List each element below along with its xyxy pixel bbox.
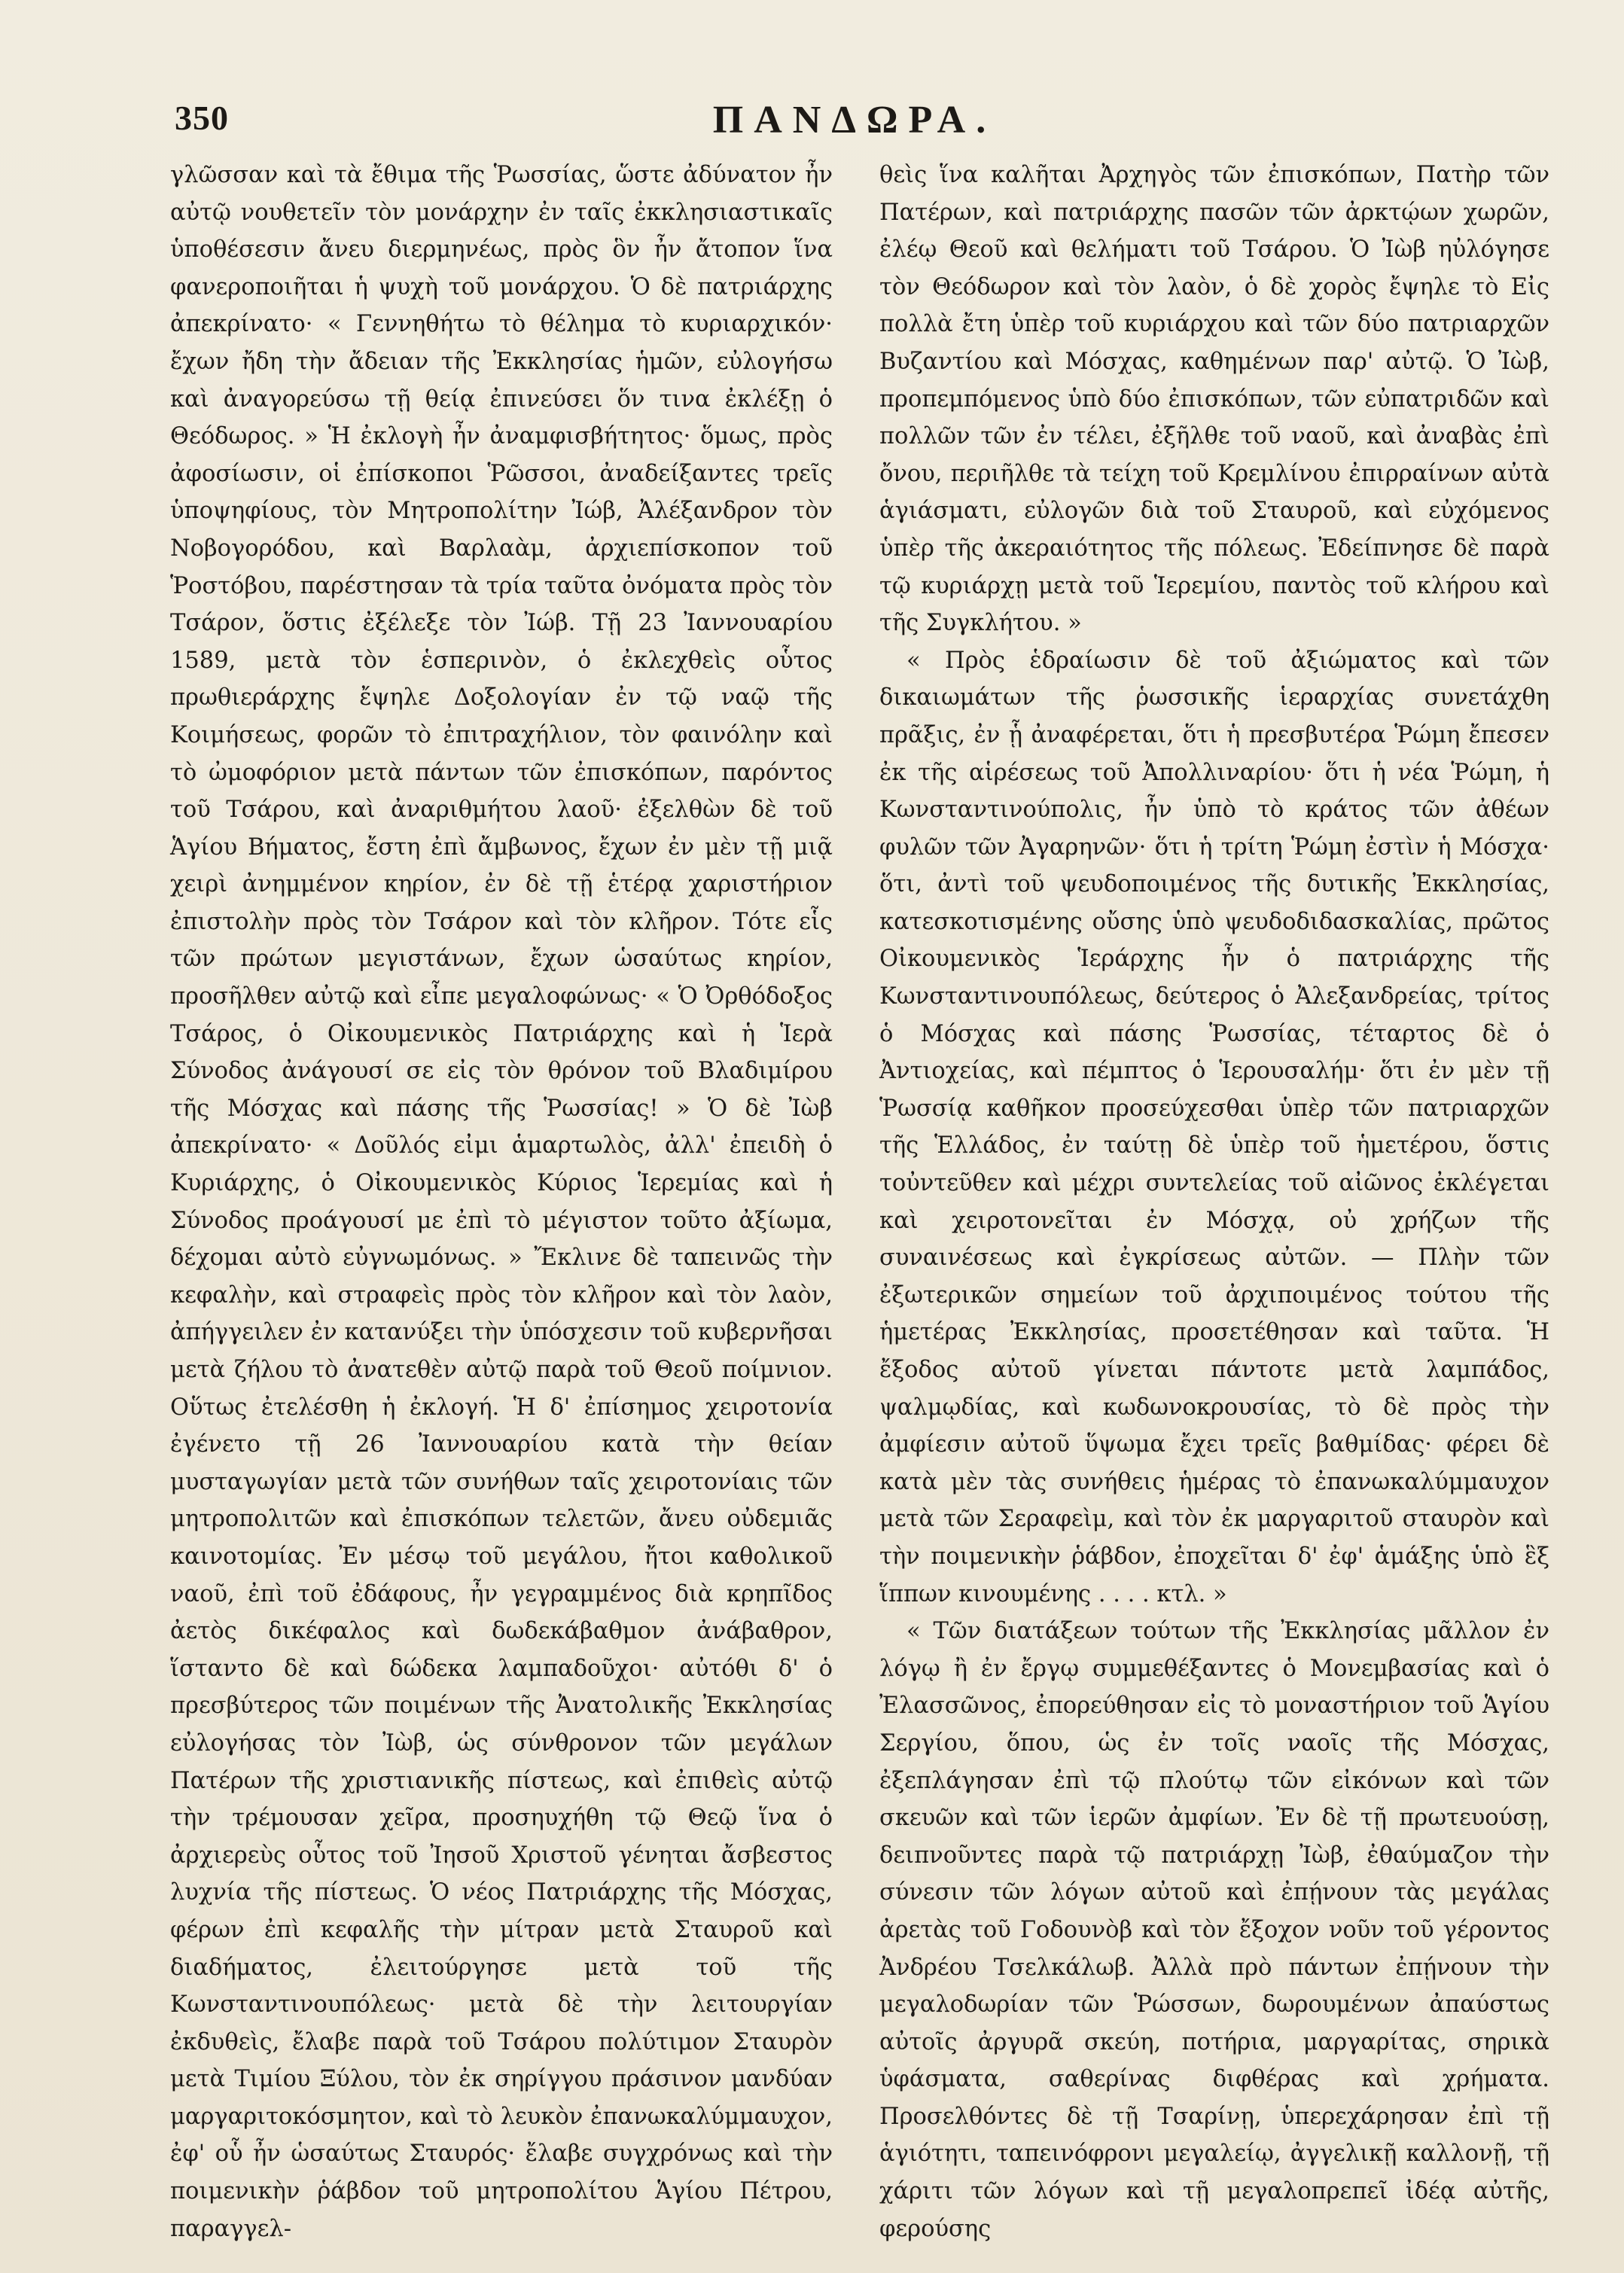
left-text-column <box>170 157 833 2247</box>
paragraph: « Πρὸς ἑδραίωσιν δὲ τοῦ ἀξιώματος καὶ τῶν δικαιωμάτων τῆς ῥωσσικῆς ἱεραρχίας συνετάχθη πρᾶξις, ἐν ᾗ ἀναφέρεται, ὅτι ἡ πρεσβυτέρα Ῥώμη ἔπεσεν ἐκ τῆς αἱρέσεως τοῦ Ἀπολλιναρίου· ὅτι ἡ νέα Ῥώμη, ἡ Κωνσταντινούπολις, ἦν ὑπὸ τὸ κράτος τῶν ἀθέων φυλῶν τῶν Ἀγαρηνῶν· ὅτι ἡ τρίτη Ῥώμη ἐστὶν ἡ Μόσχα· ὅτι, ἀντὶ τοῦ ψευδοποιμένος τῆς δυτικῆς Ἐκκλησίας, κατεσκοτισμένης οὔσης ὑπὸ ψευδοδιδασκαλίας, πρῶτος Οἰκουμενικὸς Ἱεράρχης ἦν ὁ πατριάρχης τῆς Κωνσταντινουπόλεως, δεύτερος ὁ Ἀλεξανδρείας, τρίτος ὁ Μόσχας καὶ πάσης Ῥωσσίας, τέταρτος δὲ ὁ Ἀντιοχείας, καὶ πέμπτος ὁ Ἱερουσαλήμ· ὅτι ἐν μὲν τῇ Ῥωσσίᾳ καθῆκον προσεύχεσθαι ὑπὲρ τῶν πατριαρχῶν τῆς Ἑλλάδος, ἐν ταύτῃ δὲ ὑπὲρ τοῦ ἡμετέρου, ὅστις τοὐντεῦθεν καὶ μέχρι συντελείας τοῦ αἰῶνος ἐκλέγεται καὶ χειροτονεῖται ἐν Μόσχᾳ, οὐ χρήζων τῆς συναινέσεως καὶ ἐγκρίσεως αὐτῶν. — Πλὴν τῶν ἐξωτερικῶν σημείων τοῦ ἀρχιποιμένος τούτου τῆς ἡμετέρας Ἐκκλησίας, προσετέθησαν καὶ ταῦτα. Ἡ ἔξοδος αὐτοῦ γίνεται πάντοτε μετὰ λαμπάδος, ψαλμῳδίας, καὶ κωδωνοκρουσίας, τὸ δὲ πρὸς τὴν ἀμφίεσιν αὐτοῦ ὕψωμα ἔχει τρεῖς βαθμίδας· φέρει δὲ κατὰ μὲν τὰς συνήθεις ἡμέρας τὸ ἐπανωκαλύμμαυχον μετὰ τῶν Σεραφεὶμ, καὶ τὸν ἐκ μαργαριτοῦ σταυρὸν καὶ τὴν ποιμενικὴν ῥάβδον, ἐποχεῖται δ' ἐφ' ἁμάξης ὑπὸ ἓξ ἵππων κινουμένης . . . . κτλ. » <box>879 647 1549 1607</box>
running-head-title: ΠΑΝΔΩΡΑ. <box>712 99 997 142</box>
right-text-column <box>879 157 1549 2247</box>
paragraph: θεὶς ἵνα καλῆται Ἀρχηγὸς τῶν ἐπισκόπων, Πατὴρ τῶν Πατέρων, καὶ πατριάρχης πασῶν τῶν ἀρκτῴων χωρῶν, ἐλέῳ Θεοῦ καὶ θελήματι τοῦ Τσάρου. Ὁ Ἰὼβ ηὐλόγησε τὸν Θεόδωρον καὶ τὸν λαὸν, ὁ δὲ χορὸς ἔψηλε τὸ Εἰς πολλὰ ἔτη ὑπὲρ τοῦ κυριάρχου καὶ τῶν δύο πατριαρχῶν Βυζαντίου καὶ Μόσχας, καθημένων παρ' αὐτῷ. Ὁ Ἰὼβ, προπεμπόμενος ὑπὸ δύο ἐπισκόπων, τῶν εὐπατριδῶν καὶ πολλῶν τῶν ἐν τέλει, ἐξῆλθε τοῦ ναοῦ, καὶ ἀναβὰς ἐπὶ ὄνου, περιῆλθε τὰ τείχη τοῦ Κρεμλίνου ἐπιρραίνων αὐτὰ ἁγιάσματι, εὐλογῶν διὰ τοῦ Σταυροῦ, καὶ εὐχόμενος ὑπὲρ τῆς ἀκεραιότητος τῆς πόλεως. Ἐδείπνησε δὲ παρὰ τῷ κυριάρχῃ μετὰ τοῦ Ἱερεμίου, παντὸς τοῦ κλήρου καὶ τῆς Συγκλήτου. » <box>879 162 1549 637</box>
page-header <box>166 98 1543 151</box>
paragraph: « Τῶν διατάξεων τούτων τῆς Ἐκκλησίας μᾶλλον ἐν λόγῳ ἢ ἐν ἔργῳ συμμεθέξαντες ὁ Μονεμβασίας καὶ ὁ Ἐλασσῶνος, ἐπορεύθησαν εἰς τὸ μοναστήριον τοῦ Ἁγίου Σεργίου, ὅπου, ὡς ἐν τοῖς ναοῖς τῆς Μόσχας, ἐξεπλάγησαν ἐπὶ τῷ πλούτῳ τῶν εἰκόνων καὶ τῶν σκευῶν καὶ τῶν ἱερῶν ἀμφίων. Ἐν δὲ τῇ πρωτευούσῃ, δειπνοῦντες παρὰ τῷ πατριάρχῃ Ἰὼβ, ἐθαύμαζον τὴν σύνεσιν τῶν λόγων αὐτοῦ καὶ ἐπῄνουν τὰς μεγάλας ἀρετὰς τοῦ Γοδουνὸβ καὶ τὸν ἔξοχον νοῦν τοῦ γέροντος Ἀνδρέου Τσελκάλωβ. Ἀλλὰ πρὸ πάντων ἐπῄνουν τὴν μεγαλοδωρίαν τῶν Ῥώσσων, δωρουμένων ἀπαύστως αὐτοῖς ἀργυρᾶ σκεύη, ποτήρια, μαργαρίτας, σηρικὰ ὑφάσματα, σαθερίνας διφθέρας καὶ χρήματα. Προσελθόντες δὲ τῇ Τσαρίνῃ, ὑπερεχάρησαν ἐπὶ τῇ ἁγιότητι, ταπεινόφρονι μεγαλείῳ, ἀγγελικῇ καλλονῇ, τῇ χάριτι τῶν λόγων καὶ τῇ μεγαλοπρεπεῖ ἰδέᾳ αὐτῆς, φερούσης <box>879 1618 1549 2242</box>
paragraph: γλῶσσαν καὶ τὰ ἔθιμα τῆς Ῥωσσίας, ὥστε ἀδύνατον ἦν αὐτῷ νουθετεῖν τὸν μονάρχην ἐν ταῖς ἐκκλησιαστικαῖς ὑποθέσεσιν ἄνευ διερμηνέως, πρὸς ὃν ἦν ἄτοπον ἵνα φανεροποιῆται ἡ ψυχὴ τοῦ μονάρχου. Ὁ δὲ πατριάρχης ἀπεκρίνατο· « Γεννηθήτω τὸ θέλημα τὸ κυριαρχικόν· ἔχων ἤδη τὴν ἄδειαν τῆς Ἐκκλησίας ἡμῶν, εὐλογήσω καὶ ἀναγορεύσω τῇ θείᾳ ἐπινεύσει ὅν τινα ἐκλέξῃ ὁ Θεόδωρος. » Ἡ ἐκλογὴ ἦν ἀναμφισβήτητος· ὅμως, πρὸς ἀφοσίωσιν, οἱ ἐπίσκοποι Ῥῶσσοι, ἀναδείξαντες τρεῖς ὑποψηφίους, τὸν Μητροπολίτην Ἰώβ, Ἀλέξανδρον τὸν Νοβογορόδου, καὶ Βαρλαὰμ, ἀρχιεπίσκοπον τοῦ Ῥοστόβου, παρέστησαν τὰ τρία ταῦτα ὀνόματα πρὸς τὸν Τσάρον, ὅστις ἐξέλεξε τὸν Ἰώβ. Τῇ 23 Ἰαννουαρίου 1589, μετὰ τὸν ἑσπερινὸν, ὁ ἐκλεχθεὶς οὗτος πρωθιεράρχης ἔψηλε Δοξολογίαν ἐν τῷ ναῷ τῆς Κοιμήσεως, φορῶν τὸ ἐπιτραχήλιον, τὸν φαινόλην καὶ τὸ ὠμοφόριον μετὰ πάντων τῶν ἐπισκόπων, παρόντος τοῦ Τσάρου, καὶ ἀναριθμήτου λαοῦ· ἐξελθὼν δὲ τοῦ Ἁγίου Βήματος, ἔστη ἐπὶ ἄμβωνος, ἔχων ἐν μὲν τῇ μιᾷ χειρὶ ἀνημμένον κηρίον, ἐν δὲ τῇ ἑτέρᾳ χαριστήριον ἐπιστολὴν πρὸς τὸν Τσάρον καὶ τὸν κλῆρον. Τότε εἷς τῶν πρώτων μεγιστάνων, ἔχων ὡσαύτως κηρίον, προσῆλθεν αὐτῷ καὶ εἶπε μεγαλοφώνως· « Ὁ Ὀρθόδοξος Τσάρος, ὁ Οἰκουμενικὸς Πατριάρχης καὶ ἡ Ἱερὰ Σύνοδος ἀνάγουσί σε εἰς τὸν θρόνον τοῦ Βλαδιμίρου τῆς Μόσχας καὶ πάσης τῆς Ῥωσσίας! » Ὁ δὲ Ἰὼβ ἀπεκρίνατο· « Δοῦλός εἰμι ἁμαρτωλὸς, ἀλλ' ἐπειδὴ ὁ Κυριάρχης, ὁ Οἰκουμενικὸς Κύριος Ἱερεμίας καὶ ἡ Σύνοδος προάγουσί με ἐπὶ τὸ μέγιστον τοῦτο ἀξίωμα, δέχομαι αὐτὸ εὐγνωμόνως. » Ἔκλινε δὲ ταπεινῶς τὴν κεφαλὴν, καὶ στραφεὶς πρὸς τὸν κλῆρον καὶ τὸν λαὸν, ἀπήγγειλεν ἐν κατανύξει τὴν ὑπόσχεσιν τοῦ κυβερνῆσαι μετὰ ζήλου τὸ ἀνατεθὲν αὐτῷ παρὰ τοῦ Θεοῦ ποίμνιον. Οὕτως ἐτελέσθη ἡ ἐκλογή. Ἡ δ' ἐπίσημος χειροτονία ἐγένετο τῇ 26 Ἰαννουαρίου κατὰ τὴν θείαν μυσταγωγίαν μετὰ τῶν συνήθων ταῖς χειροτονίαις τῶν μητροπολιτῶν καὶ ἐπισκόπων τελετῶν, ἄνευ οὐδεμιᾶς καινοτομίας. Ἐν μέσῳ τοῦ μεγάλου, ἤτοι καθολικοῦ ναοῦ, ἐπὶ τοῦ ἐδάφους, ἦν γεγραμμένος διὰ κρηπῖδος ἀετὸς δικέφαλος καὶ δωδεκάβαθμον ἀνάβαθρον, ἵσταντο δὲ καὶ δώδεκα λαμπαδοῦχοι· αὐτόθι δ' ὁ πρεσβύτερος τῶν ποιμένων τῆς Ἀνατολικῆς Ἐκκλησίας εὐλογήσας τὸν Ἰὼβ, ὡς σύνθρονον τῶν μεγάλων Πατέρων τῆς χριστιανικῆς πίστεως, καὶ ἐπιθεὶς αὐτῷ τὴν τρέμουσαν χεῖρα, προσηυχήθη τῷ Θεῷ ἵνα ὁ ἀρχιερεὺς οὗτος τοῦ Ἰησοῦ Χριστοῦ γένηται ἄσβεστος λυχνία τῆς πίστεως. Ὁ νέος Πατριάρχης τῆς Μόσχας, φέρων ἐπὶ κεφαλῆς τὴν μίτραν μετὰ Σταυροῦ καὶ διαδήματος, ἐλειτούργησε μετὰ τοῦ τῆς Κωνσταντινουπόλεως· μετὰ δὲ τὴν λειτουργίαν ἐκδυθεὶς, ἔλαβε παρὰ τοῦ Τσάρου πολύτιμον Σταυρὸν μετὰ Τιμίου Ξύλου, τὸν ἐκ σηρίγγου πράσινον μανδύαν μαργαριτοκόσμητον, καὶ τὸ λευκὸν ἐπανωκαλύμμαυχον, ἐφ' οὗ ἦν ὡσαύτως Σταυρός· ἔλαβε συγχρόνως καὶ τὴν ποιμενικὴν ῥάβδον τοῦ μητροπολίτου Ἁγίου Πέτρου, παραγγελ- <box>170 162 833 2242</box>
page-number: 350 <box>175 99 229 137</box>
